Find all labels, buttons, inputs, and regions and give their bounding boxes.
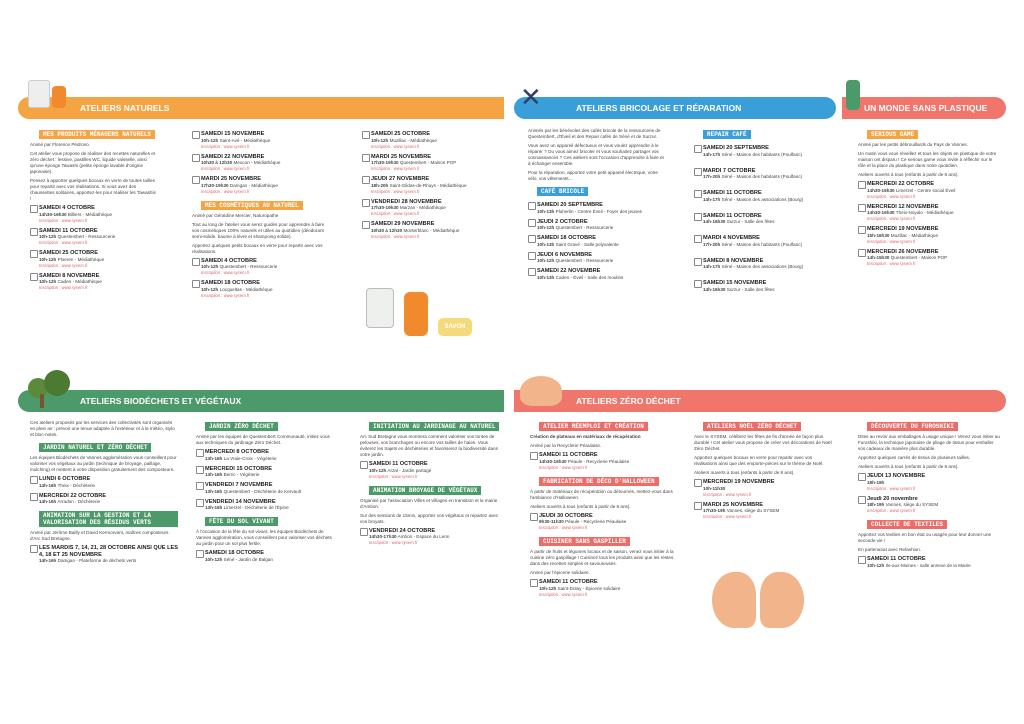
event-item: SAMEDI 11 OCTOBRE 14h30-16h30 Péaule - Recyclerie Péaulaise Inscription : www.sysem.fr xyxy=(539,452,676,471)
col-reemploi xyxy=(530,420,676,602)
event-item: MERCREDI 15 OCTOBRE 13h-16h Berric - Végèterie xyxy=(205,466,336,479)
subtitle-cafe-bricole: CAFÉ BRICOLE xyxy=(537,187,588,196)
text-description: Un matin vous vous réveillez et tous les objets en plastique de votre maison ont disparu ! Ce serious game vous invite à réfléchir sur le rôle et la place du plastique dans notre quotidien. xyxy=(858,151,997,168)
text-description-2: Ateliers ouverts à tous (enfants à partir de 8 ans). xyxy=(858,172,959,177)
event-item: MARDI 25 NOVEMBRE 17h30-19h Vannes, siège du SYSEM Inscription : www.sysem.fr xyxy=(703,502,836,521)
event-item: MERCREDI 8 OCTOBRE 13h-16h La Vraie-Croix - Végèterie xyxy=(205,449,336,462)
band-ateliers-biodechets: ATELIERS BIODÉCHETS ET VÉGÉTAUX xyxy=(18,390,504,412)
event-item: SAMEDI 22 NOVEMBRE 10h30 à 12h30 Meucon - Médiathèque Inscription : www.sysem.fr xyxy=(201,154,332,173)
event-item: MERCREDI 19 NOVEMBRE 10h-11h30 Inscription : www.sysem.fr xyxy=(703,479,836,498)
event-item: SAMEDI 15 NOVEMBRE 14h-16h30 Surzur - Salle des fêtes xyxy=(703,280,834,293)
subtitle-jardin-zero-dechet: JARDIN ZÉRO DÉCHET xyxy=(205,422,278,431)
subtitle-collecte-textiles: COLLECTE DE TEXTILES xyxy=(867,520,947,529)
trees-icon xyxy=(28,370,74,410)
event-item: SAMEDI 11 OCTOBRE 14h-17h Séné - Maison des associations (Bourg) xyxy=(703,190,834,203)
inscription-link[interactable]: Inscription : www.sysem.fr xyxy=(369,473,418,479)
event-item: SAMEDI 20 SEPTEMBRE 10h-13h Pluherlin - Centre Éveil - Foyer des jeunes xyxy=(537,202,664,215)
band-ateliers-naturels: ATELIERS NATURELS xyxy=(18,97,504,119)
text-description-3: Pour la réparation, apportez votre petit appareil électrique, votre vélo, vos vêtements… xyxy=(528,170,658,181)
text-description-2: Vous avez un appareil défectueux et vous voulez apprendre à le réparer ? Ou vous aimez bricoler et vous souhaitez partager vos connaissances ? Ces ateliers sont l'occasion d'apprendre à faire et à échanger ensemble. xyxy=(528,143,664,166)
event-item: SAMEDI 22 NOVEMBRE 10h-13h Caden - Éveil - Salle des moulins xyxy=(537,268,664,281)
event-item: SAMEDI 11 OCTOBRE 10h-12h Arzal - Jardin partagé Inscription : www.sysem.fr xyxy=(369,461,502,480)
event-item: SAMEDI 15 NOVEMBRE 10h-12h Saint-Avé - Médiathèque Inscription : www.sysem.fr xyxy=(201,131,332,150)
event-item: VENDREDI 24 OCTOBRE 14h30-17h30 Ambon - Espace du Lenn Inscription : www.sysem.fr xyxy=(369,528,502,547)
inscription-link[interactable]: Inscription : www.sysem.fr xyxy=(867,508,916,513)
text-description: Avec le SYSEM, célébrez les fêtes de fin d'année de façon plus durable ! Cet atelier vous propose de créer vos décorations de Noël Zéro Déchet. xyxy=(694,434,832,451)
event-item: SAMEDI 11 OCTOBRE 10h-12h Ile-aux-Moines - salle annexe de la Mairie xyxy=(867,556,1002,569)
text-description-3: Sur des sessions de 15min, apportez vos végétaux et repartez avec vos broyats. xyxy=(360,512,499,524)
subtitle-furoshiki: DÉCOUVERTE DU FUROSHIKI xyxy=(867,422,958,431)
event-item: MERCREDI 19 NOVEMBRE 15h-16h30 Muzillac - Médiathèque Inscription : www.sysem.fr xyxy=(867,226,1000,245)
inscription-link[interactable]: Inscription : www.sysem.fr xyxy=(371,166,420,171)
inscription-link[interactable]: Inscription : www.sysem.fr xyxy=(201,270,250,275)
text-anime-par: Animé par Jérôme Bailly et David Kermorvant, maîtres composteurs d'Arc Sud Bretagne. xyxy=(30,530,169,541)
event-item: MERCREDI 26 NOVEMBRE 14h-15h30 Questembert - Maison POP Inscription : www.sysem.fr xyxy=(867,249,1000,268)
inscription-link[interactable]: Inscription : www.sysem.fr xyxy=(539,525,588,530)
event-item: MERCREDI 22 OCTOBRE 14h30-16h30 Limerzel - Centre social Éveil Inscription : www.sysem.fr xyxy=(867,181,1000,200)
subtitle-cuisiner: CUISINER SANS GASPILLER xyxy=(539,537,630,546)
event-item: JEUDI 13 NOVEMBRE 18h-19h Inscription : www.sysem.fr xyxy=(867,473,1002,492)
inscription-link[interactable]: Inscription : www.sysem.fr xyxy=(371,233,420,239)
event-item: MARDI 25 NOVEMBRE 17h30-19h30 Questembert - Maison POP Inscription : www.sysem.fr xyxy=(371,154,502,173)
text-description-2: Pensez à apporter quelques bocaux en verre de toutes tailles pour repartir avec vos réalisations. Si vous avez des chaussettes solitaires, apportez-les pour réaliser les Tawashis ! xyxy=(30,178,156,201)
soap-bottle-illustration xyxy=(404,292,428,336)
event-item: LUNDI 6 OCTOBRE 14h-16h Theix - Déchèterie xyxy=(39,476,178,489)
event-item: SAMEDI 11 OCTOBRE 10h-12h Saint-Dolay - Épicerie solidaire Inscription : www.sysem.fr xyxy=(539,579,676,598)
col-produits-menagers xyxy=(30,128,158,295)
inscription-link[interactable]: Inscription : www.sysem.fr xyxy=(39,262,88,268)
event-item: Jeudi 20 novembre 18h-19h Vannes, siège du SYSEM Inscription : www.sysem.fr xyxy=(867,496,1002,515)
event-item: SAMEDI 25 OCTOBRE 10h-12h Muzillac - Médiathèque Inscription : www.sysem.fr xyxy=(371,131,502,150)
inscription-link[interactable]: Inscription : www.sysem.fr xyxy=(369,540,418,545)
text-description-4: Animé par l'épicerie solidaire. xyxy=(530,570,590,575)
col-noel-zero-dechet xyxy=(694,420,836,524)
plastic-bottle-icon xyxy=(846,80,860,110)
col-biodechets-intro xyxy=(30,420,178,568)
text-description-2: Organisé par l'association Villes et Villages en transition et la mairie d'Ambon. xyxy=(360,497,498,509)
inscription-link[interactable]: Inscription : www.sysem.fr xyxy=(201,143,250,149)
event-item: VENDREDI 14 NOVEMBRE 13h-16h Limerzel - Déchèterie de l'Épine xyxy=(205,499,336,512)
inscription-link[interactable]: Inscription : www.sysem.fr xyxy=(539,591,588,597)
col-jardin-zero-dechet xyxy=(196,420,336,567)
subtitle-noel: ATELIERS NOËL ZÉRO DÉCHET xyxy=(703,422,801,431)
text-anime-par: Animé par Florence Pédrono. xyxy=(30,142,91,147)
event-item: MERCREDI 22 OCTOBRE 14h-16h Arradon - Déchèterie xyxy=(39,493,178,506)
text-description-4: Apportez vos textiles en bon état ou usagés pour leur donner une seconde vie ! xyxy=(858,532,992,543)
text-description-5: En partenariat avec Refashion. xyxy=(858,547,922,552)
col-initiation-jardinage xyxy=(360,420,502,550)
text-description-3: Ateliers ouverts à tous (enfants à partir de 8 ans). xyxy=(694,470,795,475)
text-description-2: Apportez quelques petits bocaux en verre pour repartir avec vos réalisations. xyxy=(192,242,323,254)
text-description: Cet atelier vous propose de réaliser des recettes naturelles et zéro déchet : lessive, pastilles WC, liquide vaisselle, ainsi qu'une éponge Tawashi (petite éponge lavable d'origine japonaise). xyxy=(30,151,156,174)
tools-icon: ✕ xyxy=(520,82,542,112)
inscription-link[interactable]: Inscription : www.sysem.fr xyxy=(201,166,250,171)
text-description-2: Apportez quelques carrés de tissus de plusieurs tailles. xyxy=(858,455,971,460)
col-bricolage-intro xyxy=(528,128,664,285)
text-bold-title: Création de plateaux en matériaux de récupération xyxy=(530,434,641,439)
jar-illustration xyxy=(366,288,394,328)
text-description: Animés par les bénévoles des cafés bricole de la ressourcerie de Questembert, d'Éveil et des Repair cafés de Séné et de Surzur. xyxy=(528,128,661,139)
subtitle-repair-cafe: REPAIR CAFÉ xyxy=(703,130,751,139)
inscription-link[interactable]: Inscription : www.sysem.fr xyxy=(703,491,752,497)
col-serious-game xyxy=(858,128,1000,271)
subtitle-reemploi: ATELIER RÉEMPLOI ET CRÉATION xyxy=(539,422,648,431)
inscription-link[interactable]: Inscription : www.sysem.fr xyxy=(39,285,88,290)
band-ateliers-zero-dechet: ATELIERS ZÉRO DÉCHET xyxy=(514,390,1006,412)
inscription-link[interactable]: Inscription : www.sysem.fr xyxy=(371,211,420,216)
text-description: À partir de matériaux de récupération ou détournés, mettez-vous dans l'ambiance d'Halloween. xyxy=(530,488,673,500)
event-item: SAMEDI 8 NOVEMBRE 14h-17h Séné - Maison des associations (Bourg) xyxy=(703,258,834,271)
band-ateliers-bricolage: ATELIERS BRICOLAGE ET RÉPARATION xyxy=(514,97,836,119)
text-description-3: Ateliers ouverts à tous (enfants à partir de 8 ans). xyxy=(858,464,959,469)
heart-hands-illustration xyxy=(712,572,804,632)
col-repair-cafe xyxy=(694,128,834,297)
inscription-link[interactable]: Inscription : www.sysem.fr xyxy=(39,217,88,223)
inscription-link[interactable]: Inscription : www.sysem.fr xyxy=(201,292,250,298)
text-description-2: Ateliers ouverts à tous (enfants à partir de 8 ans). xyxy=(530,503,631,509)
text-anime-par: Animé par la Recyclerie Péaulaise. xyxy=(530,443,602,448)
inscription-link[interactable]: Inscription : www.sysem.fr xyxy=(867,216,916,221)
text-description-2: Les équipes Biodéchets de Vannes agglomération vous conseillent pour valoriser vos végétaux au jardin (technique de broyage, paillage, mulching) et mettent à votre disposition gratuitement des composteurs. xyxy=(30,455,177,472)
inscription-link[interactable]: Inscription : www.sysem.fr xyxy=(867,485,916,491)
text-description: Dites au revoir aux emballages à usage unique ! Venez vous initier au Furoshiki, la technique japonaise de pliage de tissus pour emballer vos cadeaux de manière plus durable. xyxy=(858,434,1000,451)
inscription-link[interactable]: Inscription : www.sysem.fr xyxy=(703,514,752,519)
text-description: Ces ateliers proposés par les services des collectivités sont organisés en plein air : prévoir une tenue adaptée à l'extérieur et à la météo, stylo et bloc-notes. xyxy=(30,420,175,437)
subtitle-halloween: FABRICATION DE DÉCO D'HALLOWEEN xyxy=(539,477,659,486)
subtitle-fete-sol-vivant: FÊTE DU SOL VIVANT xyxy=(205,517,278,526)
col-naturels-dates xyxy=(362,128,502,244)
text-anime-par: Animé par Géraldine Mercier, Naturopathe xyxy=(192,212,279,218)
event-item: SAMEDI 18 OCTOBRE 10h-12h Séné - Jardin de Balgan xyxy=(205,550,336,563)
band-monde-sans-plastique: UN MONDE SANS PLASTIQUE xyxy=(842,97,1006,119)
event-item: LES MARDIS 7, 14, 21, 28 OCTOBRE AINSI QUE LES 4, 18 ET 25 NOVEMBRE 14h-16h Damgan - Plateforme de déchets verts xyxy=(39,545,178,563)
event-item: JEUDI 6 NOVEMBRE 10h-12h Questembert - Ressourcerie xyxy=(537,252,664,265)
subtitle-initiation-jardinage: INITIATION AU JARDINAGE AU NATUREL xyxy=(369,422,499,431)
inscription-link[interactable]: Inscription : www.sysem.fr xyxy=(39,240,88,245)
event-item: MARDI 4 NOVEMBRE 17h-20h Séné - Maison des habitants (Poulfanc) xyxy=(703,235,834,248)
event-item: JEUDI 27 NOVEMBRE 18h-20h Saint-Gildas-de-Rhuys - Médiathèque Inscription : www.sysem.fr xyxy=(371,176,502,195)
text-description-2: À l'occasion de la fête du sol vivant, les équipes Biodéchets de Vannes agglomération, vous conseillent pour valoriser vos déchets au jardin pour un sol plus fertile. xyxy=(196,529,332,546)
text-description: Tout au long de l'atelier vous serez guidés pour apprendre à faire vos cosmétiques 100% naturels et utiles au quotidien (déodorant semi-solide, baume à lèvre et shampoing solide). xyxy=(192,221,325,239)
subtitle-serious-game: SERIOUS GAME xyxy=(867,130,918,139)
col-furoshiki xyxy=(858,420,1002,573)
event-item: MARDI 25 NOVEMBRE 17h30-19h30 Damgan - Médiathèque Inscription : www.sysem.fr xyxy=(201,176,332,195)
text-description: Animé par les équipes de Questembert Communauté, initiez vous aux techniques du jardinage Zéro Déchet. xyxy=(196,434,330,445)
subtitle-jardin-naturel: JARDIN NATUREL ET ZÉRO DÉCHET xyxy=(39,443,151,452)
inscription-link[interactable]: Inscription : www.sysem.fr xyxy=(867,238,916,244)
inscription-link[interactable]: Inscription : www.sysem.fr xyxy=(371,188,420,194)
inscription-link[interactable]: Inscription : www.sysem.fr xyxy=(371,143,420,149)
event-item: SAMEDI 4 OCTOBRE 14h30-16h30 Billiers - Médiathèque Inscription : www.sysem.fr xyxy=(39,205,158,224)
event-item: SAMEDI 8 NOVEMBRE 10h-12h Caden - Médiathèque Inscription : www.sysem.fr xyxy=(39,273,158,292)
jar-icon xyxy=(28,80,50,108)
hands-icon xyxy=(520,376,562,406)
text-description-2: Apportez quelques bocaux en verre pour repartir avec vos réalisations ainsi que des emporte-pièces sur le thème de Noël. xyxy=(694,455,824,466)
event-item: SAMEDI 25 OCTOBRE 10h-12h Ploeren - Médiathèque Inscription : www.sysem.fr xyxy=(39,250,158,269)
event-item: VENDREDI 28 NOVEMBRE 17h30-19h30 Marzan - Médiathèque Inscription : www.sysem.fr xyxy=(371,199,502,218)
event-item: JEUDI 30 OCTOBRE 9h30-11h30 Péaule - Recyclerie Péaulaise Inscription : www.sysem.fr xyxy=(539,513,676,532)
event-item: SAMEDI 29 NOVEMBRE 10h30 à 12h30 Monterblanc - Médiathèque Inscription : www.sysem.fr xyxy=(371,221,502,240)
event-item: MARDI 7 OCTOBRE 17h-20h Séné - Maison des habitants (Poulfanc) xyxy=(703,168,834,181)
text-description-3: À partir de fruits et légumes locaux et de saison, venez vous initier à la cuisine zéro gaspillage ! Cuisinez tous les produits ainsi que les restes dans des recettes simples et savoureuses. xyxy=(530,549,674,566)
inscription-link[interactable]: Inscription : www.sysem.fr xyxy=(201,188,250,194)
event-item: VENDREDI 7 NOVEMBRE 13h-16h Questembert - Déchèterie de Kervault xyxy=(205,482,336,495)
soap-bar-illustration: SAVON xyxy=(438,318,472,336)
inscription-link[interactable]: Inscription : www.sysem.fr xyxy=(867,193,916,199)
event-item: JEUDI 2 OCTOBRE 10h-12h Questembert - Ressourcerie xyxy=(537,219,664,232)
bottle-icon xyxy=(52,86,66,108)
event-item: SAMEDI 11 OCTOBRE 14h-16h30 Surzur - Salle des fêtes xyxy=(703,213,834,226)
subtitle-residus-verts: ANIMATION SUR LA GESTION ET LA VALORISATION DES RÉSIDUS VERTS xyxy=(39,511,178,527)
subtitle-cosmetiques: MES COSMÉTIQUES AU NATUREL xyxy=(201,201,303,210)
event-item: SAMEDI 20 SEPTEMBRE 14h-17h Séné - Maison des habitants (Poulfanc) xyxy=(703,145,834,158)
subtitle-broyage: ANIMATION BROYAGE DE VÉGÉTAUX xyxy=(369,486,481,495)
text-anime-par: Animé par les petits débrouillards du Pays de Vannes. xyxy=(858,142,968,147)
event-item: SAMEDI 18 OCTOBRE 10h-13h Saint Gravé - Salle polyvalente xyxy=(537,235,664,248)
text-description: Arc Sud Bretagne vous montrera comment valoriser vos tontes de pelouses, vos branchages ou encore vos tailles de haies. Vous éviterez les trajets en déchèteries et favoriserez la biodiversité dans votre jardin. xyxy=(360,434,498,457)
inscription-link[interactable]: Inscription : www.sysem.fr xyxy=(867,261,916,266)
event-item: SAMEDI 11 OCTOBRE 10h-12h Questembert - Ressourcerie Inscription : www.sysem.fr xyxy=(39,228,158,247)
event-item: SAMEDI 18 OCTOBRE 10h-12h Locqueltas - Médiathèque Inscription : www.sysem.fr xyxy=(201,280,332,299)
subtitle-produits-menagers: MES PRODUITS MÉNAGERS NATURELS xyxy=(39,130,155,139)
inscription-link[interactable]: Inscription : www.sysem.fr xyxy=(539,464,588,470)
event-item: MERCREDI 12 NOVEMBRE 14h30-16h30 Theix-Noyalo - Médiathèque Inscription : www.sysem.fr xyxy=(867,204,1000,223)
col-cosmetiques xyxy=(192,128,332,303)
event-item: SAMEDI 4 OCTOBRE 10h-12h Questembert - Ressourcerie Inscription : www.sysem.fr xyxy=(201,258,332,277)
